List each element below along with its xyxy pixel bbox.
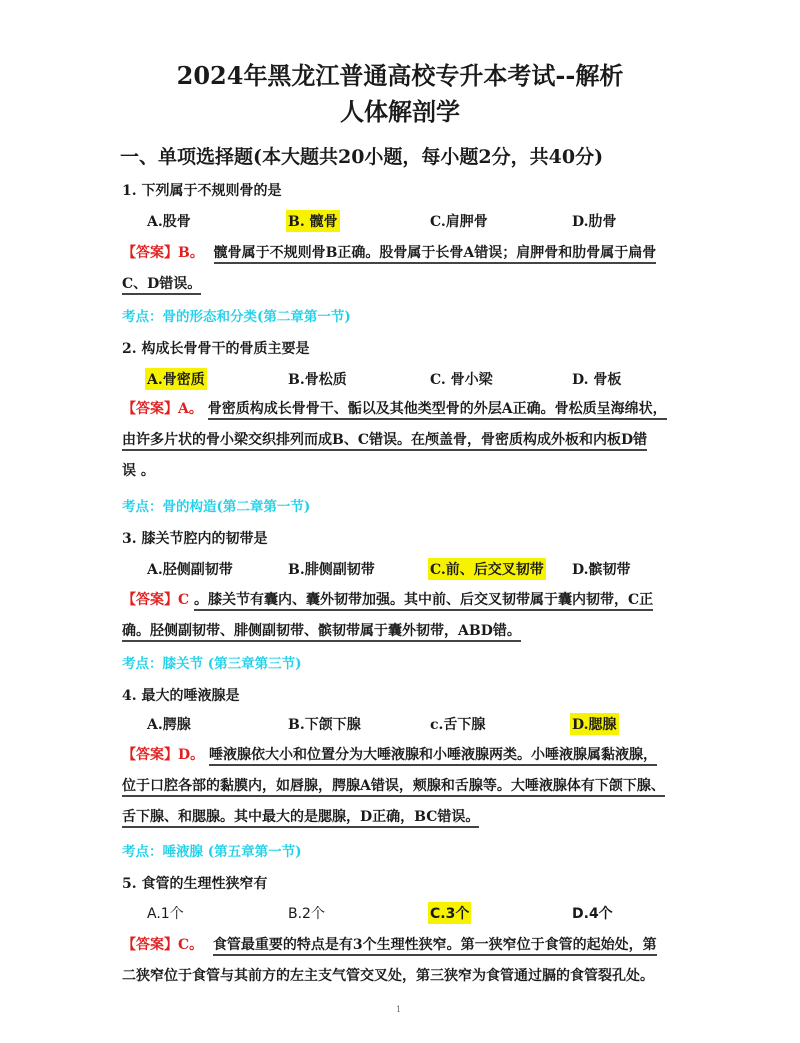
explanation-line: 骨密质构成长骨骨干、骺以及其他类型骨的外层A正确。骨松质呈海绵状，: [208, 401, 667, 420]
question-2-options: [0, 368, 800, 392]
answer-label: 【答案】C。: [122, 937, 204, 953]
explanation-line: 。膝关节有囊内、囊外韧带加强。其中前、后交叉韧带属于囊内韧带，C正: [194, 592, 653, 611]
question-3-answer: [122, 585, 682, 647]
option-c-correct: C.3个: [428, 902, 471, 924]
document-subtitle: 人体解剖学: [340, 97, 460, 126]
explanation-line: 食管最重要的特点是有3个生理性狭窄。第一狭窄位于食管的起始处，第: [213, 937, 657, 956]
question-5-answer: [122, 930, 682, 992]
explanation-line: 由许多片状的骨小梁交织排列而成B、C错误。在颅盖骨，骨密质构成外板和内板D错: [122, 432, 647, 451]
option-c-correct: C.前、后交叉韧带: [428, 558, 546, 580]
explanation-line: 误 。: [122, 463, 155, 479]
option-a: A.1个: [147, 906, 184, 922]
explanation-line: 位于口腔各部的黏膜内，如唇腺，腭腺A错误，颊腺和舌腺等。大唾液腺体有下颌下腺、: [122, 778, 665, 797]
option-a: A.股骨: [147, 214, 191, 230]
explanation-line: 确。胫侧副韧带、腓侧副韧带、髌韧带属于囊外韧带，ABD错。: [122, 623, 521, 642]
option-a-correct: A.骨密质: [145, 368, 207, 390]
question-2-answer: [122, 394, 682, 487]
answer-label: 【答案】C: [122, 592, 190, 608]
option-b: B.腓侧副韧带: [288, 562, 375, 578]
option-c: C.肩胛骨: [430, 214, 488, 230]
option-b: B.下颌下腺: [288, 717, 361, 733]
option-a: A.胫侧副韧带: [147, 562, 233, 578]
question-3-stem: 3. 膝关节腔内的韧带是: [122, 531, 268, 547]
page-number: 1: [396, 1005, 402, 1014]
answer-label: 【答案】D。: [122, 747, 205, 763]
knowledge-point: 考点：唾液腺 (第五章第一节): [122, 844, 302, 860]
question-4-stem: 4. 最大的唾液腺是: [122, 688, 240, 704]
section-heading: 一、单项选择题(本大题共20小题，每小题2分，共40分): [120, 146, 604, 168]
answer-label: 【答案】B。: [122, 245, 204, 261]
option-d: D.4个: [572, 906, 613, 922]
explanation-line: 唾液腺依大小和位置分为大唾液腺和小唾液腺两类。小唾液腺属黏液腺，: [209, 747, 657, 766]
question-3-options: [0, 558, 800, 582]
option-b-correct: B. 髋骨: [286, 210, 340, 232]
knowledge-point: 考点：膝关节 (第三章第三节): [122, 656, 302, 672]
option-d: D.髌韧带: [572, 562, 631, 578]
explanation-line: C、D错误。: [122, 276, 201, 295]
question-1-stem: 1. 下列属于不规则骨的是: [122, 183, 282, 199]
option-c: C. 骨小梁: [430, 372, 493, 388]
option-d: D. 骨板: [572, 372, 622, 388]
option-c: c.舌下腺: [430, 717, 486, 733]
option-d-correct: D.腮腺: [570, 713, 619, 735]
question-5-options: [0, 902, 800, 926]
question-5-stem: 5. 食管的生理性狭窄有: [122, 876, 268, 892]
explanation-line: 二狭窄位于食管与其前方的左主支气管交叉处，第三狭窄为食管通过膈的食管裂孔处。: [122, 968, 654, 984]
document-title: 2024年黑龙江普通高校专升本考试--解析: [176, 61, 624, 90]
answer-label: 【答案】A。: [122, 401, 203, 417]
option-b: B.2个: [288, 906, 325, 922]
question-4-answer: [122, 740, 682, 833]
knowledge-point: 考点：骨的形态和分类(第二章第一节): [122, 309, 351, 325]
explanation-line: 髋骨属于不规则骨B正确。股骨属于长骨A错误；肩胛骨和肋骨属于扁骨: [214, 245, 657, 264]
option-b: B.骨松质: [288, 372, 347, 388]
question-1-answer: [122, 238, 682, 300]
option-d: D.肋骨: [572, 214, 617, 230]
knowledge-point: 考点：骨的构造(第二章第一节): [122, 499, 311, 515]
option-a: A.腭腺: [147, 717, 191, 733]
explanation-line: 舌下腺、和腮腺。其中最大的是腮腺，D正确，BC错误。: [122, 809, 479, 828]
question-1-options: [0, 210, 800, 234]
question-4-options: [0, 713, 800, 737]
question-2-stem: 2. 构成长骨骨干的骨质主要是: [122, 341, 310, 357]
